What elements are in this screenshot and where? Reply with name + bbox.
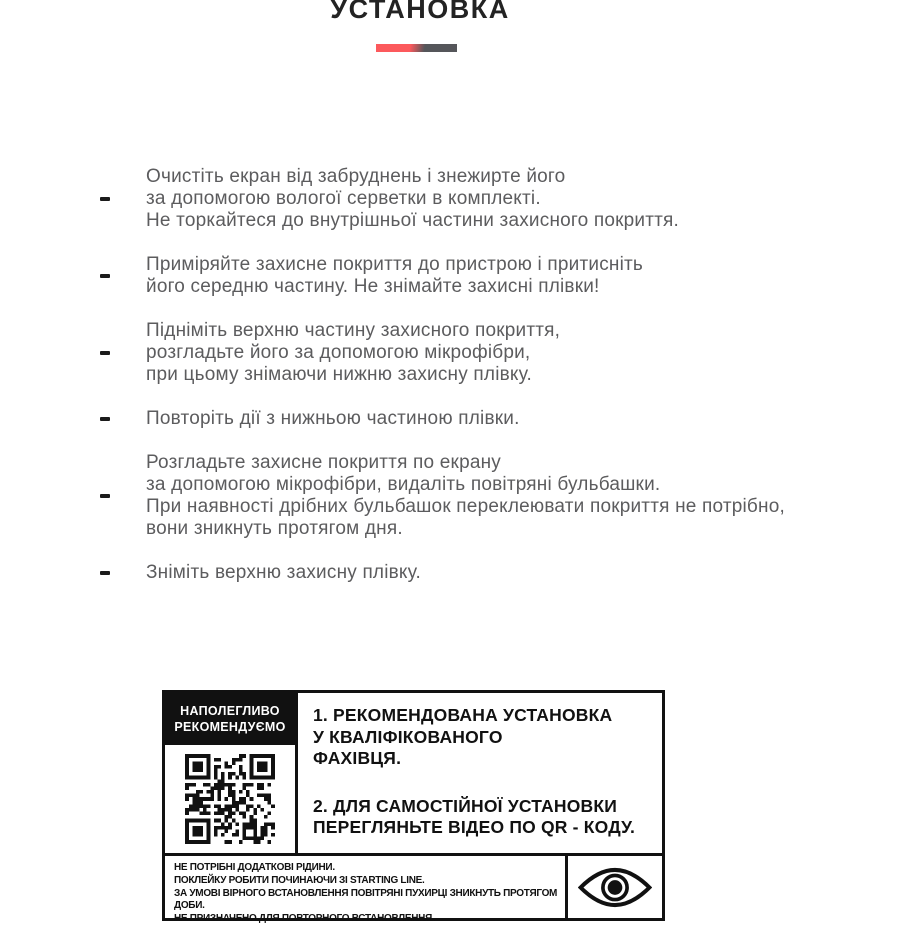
page-title: УСТАНОВКА <box>330 0 510 24</box>
recommendation-point-1: 1. РЕКОМЕНДОВАНА УСТАНОВКА У КВАЛІФІКОВАНОГО ФАХІВЦЯ. <box>313 705 613 768</box>
recommendation-table <box>162 690 665 925</box>
dash-bullet-icon <box>100 571 110 575</box>
dash-bullet-icon <box>100 197 110 201</box>
list-item <box>100 408 880 430</box>
installation-steps-list <box>100 166 880 606</box>
step-text: Приміряйте захисне покриття до пристрою і притисніть його середню частину. Не знімайте захисні плівки! <box>146 254 644 297</box>
list-item <box>100 320 880 386</box>
title-accent-bar <box>376 44 457 52</box>
recommendation-point-2: 2. ДЛЯ САМОСТІЙНОЇ УСТАНОВКИ ПЕРЕГЛЯНЬТЕ ВІДЕО ПО QR - КОДУ. <box>313 795 636 837</box>
table-row <box>165 693 662 856</box>
list-item <box>100 562 880 584</box>
step-text: Розгладьте захисне покриття по екрану за допомогою мікрофібри, видаліть повітряні бульбашки. При наявності дрібних бульбашок переклеювати покриття не потрібно, вони зникнуть протягом дня. <box>146 452 785 539</box>
dash-bullet-icon <box>100 494 110 498</box>
list-item <box>100 166 880 232</box>
dash-bullet-icon <box>100 274 110 278</box>
step-text: Підніміть верхню частину захисного покриття, розгладьте його за допомогою мікрофібри, при цьому знімаючи нижню захисну плівку. <box>146 320 561 385</box>
qr-cell <box>165 693 298 853</box>
dash-bullet-icon <box>100 351 110 355</box>
eye-icon <box>578 867 652 908</box>
qr-code-icon <box>178 747 282 851</box>
step-text: Повторіть дії з нижньою частиною плівки. <box>146 408 520 429</box>
list-item <box>100 254 880 298</box>
table-row <box>165 856 662 925</box>
step-text: Зніміть верхню захисну плівку. <box>146 562 421 583</box>
list-item <box>100 452 880 540</box>
dash-bullet-icon <box>100 417 110 421</box>
recommendations-cell <box>298 693 662 853</box>
strongly-recommended-badge: НАПОЛЕГЛИВО РЕКОМЕНДУЄМО <box>165 693 295 745</box>
eye-icon-cell <box>568 856 662 918</box>
installation-notes: НЕ ПОТРІБНІ ДОДАТКОВІ РІДИНИ. ПОКЛЕЙКУ РОБИТИ ПОЧИНАЮЧИ ЗІ STARTING LINE. ЗА УМОВІ ВІРНОГО ВСТАНОВЛЕННЯ ПОВІТРЯНІ ПУХИРЦІ ЗНИКНУТЬ ПРОТЯГОМ ДОБИ. НЕ ПРИЗНАЧЕНО ДЛЯ ПОВТОРНОГО ВСТАНОВЛЕННЯ. <box>165 856 568 918</box>
qr-code-wrapper <box>165 745 295 853</box>
step-text: Очистіть екран від забруднень і знежирте його за допомогою вологої серветки в комплекті. Не торкайтеся до внутрішньої частини захисного покриття. <box>146 166 679 231</box>
